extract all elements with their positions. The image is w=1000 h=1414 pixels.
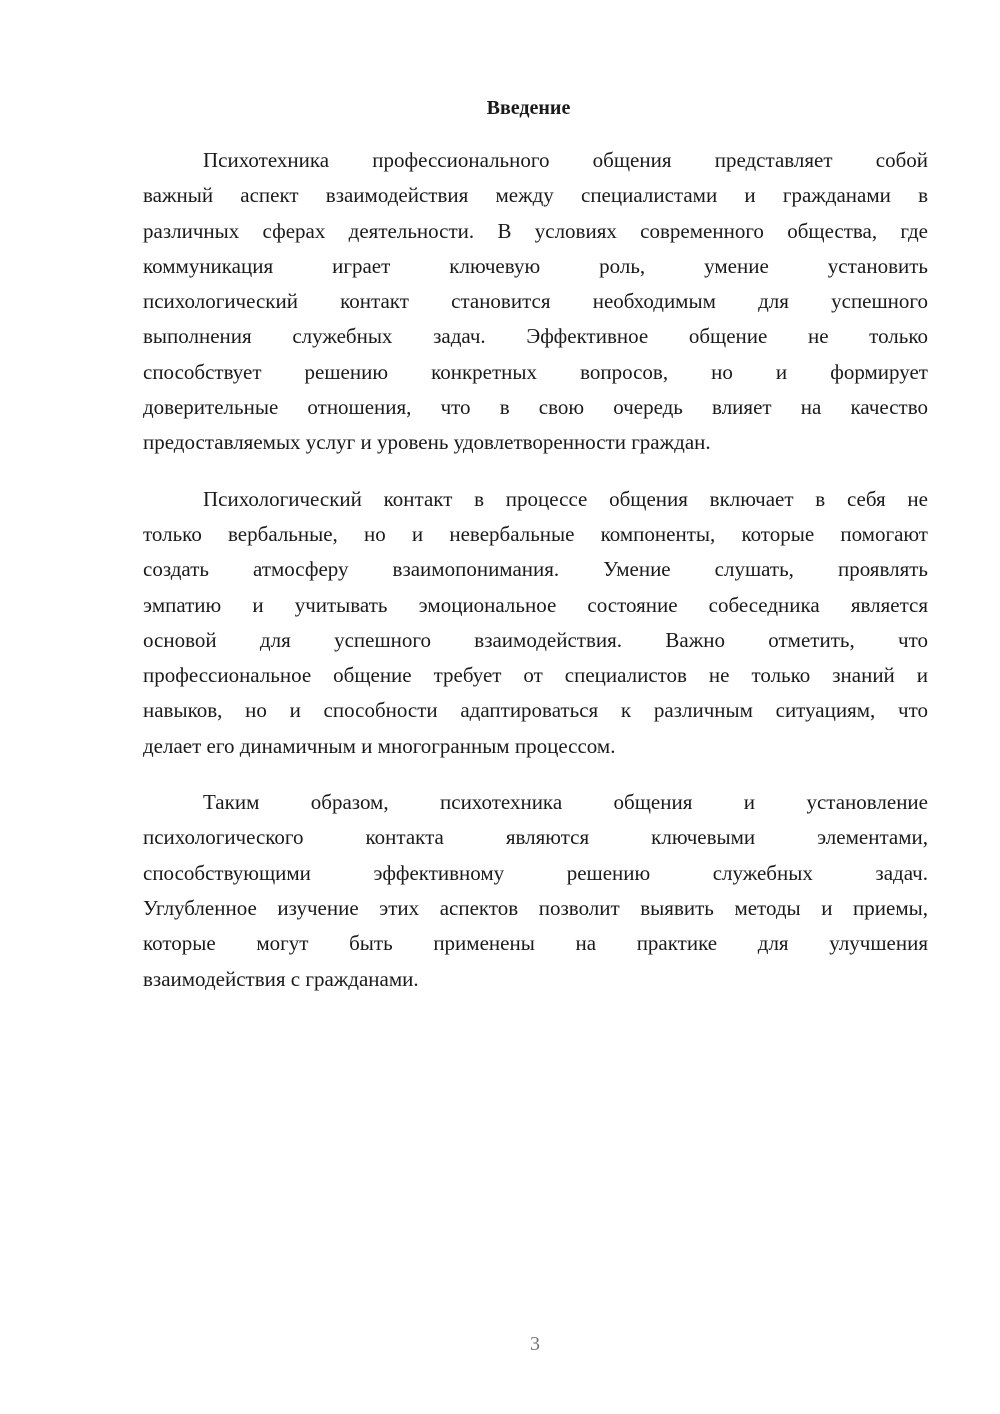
text-line: навыков, но и способности адаптироваться к различным ситуациям, что — [143, 698, 928, 723]
text-line: создать атмосферу взаимопонимания. Умение слушать, проявлять — [143, 557, 928, 582]
text-line: способствует решению конкретных вопросов, но и формирует — [143, 359, 928, 384]
paragraph — [143, 785, 928, 997]
text-line: психологического контакта являются ключевыми элементами, — [143, 825, 928, 850]
page-number: 3 — [530, 1333, 540, 1355]
text-line: основой для успешного взаимодействия. Важно отметить, что — [143, 627, 928, 652]
text-line: Таким образом, психотехника общения и установление — [203, 790, 928, 815]
text-line: только вербальные, но и невербальные компоненты, которые помогают — [143, 521, 928, 546]
text-line: Психологический контакт в процессе общения включает в себя не — [203, 486, 928, 511]
text-line: взаимодействия с гражданами. — [143, 966, 419, 991]
text-line: профессиональное общение требует от специалистов не только знаний и — [143, 663, 928, 688]
text-line: Психотехника профессионального общения представляет собой — [203, 148, 928, 172]
text-line: способствующими эффективному решению служебных задач. — [143, 860, 928, 885]
section-title — [143, 97, 928, 120]
text-line: коммуникация играет ключевую роль, умение установить — [143, 253, 928, 278]
document-body — [143, 143, 928, 1018]
text-line: предоставляемых услуг и уровень удовлетворенности граждан. — [143, 430, 711, 455]
text-line: которые могут быть применены на практике для улучшения — [143, 931, 928, 956]
text-line: важный аспект взаимодействия между специалистами и гражданами в — [143, 183, 928, 208]
paragraph — [143, 482, 928, 764]
text-line: выполнения служебных задач. Эффективное общение не только — [143, 324, 928, 349]
paragraph — [143, 143, 928, 461]
text-line: Углубленное изучение этих аспектов позволит выявить методы и приемы, — [143, 895, 928, 920]
section-title-text: Введение — [486, 97, 571, 119]
text-line: различных сферах деятельности. В условиях современного общества, где — [143, 218, 928, 243]
text-line: психологический контакт становится необходимым для успешного — [143, 289, 928, 314]
text-line: доверительные отношения, что в свою очередь влияет на качество — [143, 395, 928, 420]
text-line: делает его динамичным и многогранным процессом. — [143, 733, 616, 758]
text-line: эмпатию и учитывать эмоциональное состояние собеседника является — [143, 592, 928, 617]
